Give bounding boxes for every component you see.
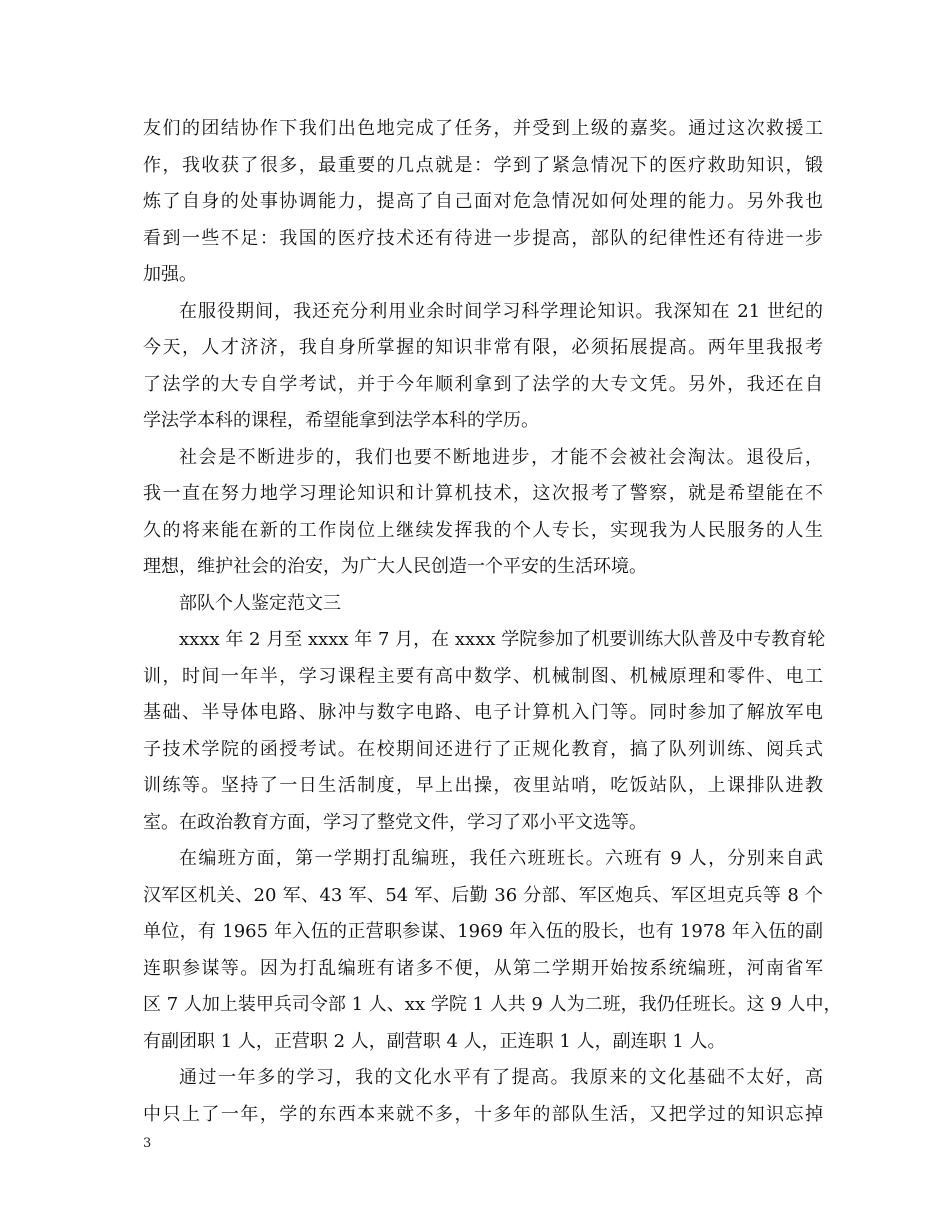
text-line: 室。在政治教育方面，学习了整党文件，学习了邓小平文选等。 [143,812,647,833]
text-line: 久的将来能在新的工作岗位上继续发挥我的个人专长，实现我为人民服务的人生 [143,520,823,541]
paragraph-first-line: xxxx 年 2 月至 xxxx 年 7 月，在 xxxx 学院参加了机要训练大队普及中专教育轮 [179,629,826,650]
text-line: 区 7 人加上装甲兵司令部 1 人、xx 学院 1 人共 9 人为二班，我仍任班长。这 9 人中， [143,994,842,1015]
text-line: 友们的团结协作下我们出色地完成了任务，并受到上级的嘉奖。通过这次救援工 [143,118,823,139]
text-line: 汉军区机关、20 军、43 军、54 军、后勤 36 分部、军区炮兵、军区坦克兵等 8 个 [143,885,823,906]
text-line: 单位，有 1965 年入伍的正营职参谋、1969 年入伍的股长，也有 1978 年入伍的副 [143,921,823,942]
text-line: 炼了自身的处事协调能力，提高了自己面对危急情况如何处理的能力。另外我也 [143,191,823,212]
text-line: 基础、半导体电路、脉冲与数字电路、电子计算机入门等。同时参加了解放军电 [143,702,823,723]
paragraph-first-line: 社会是不断进步的，我们也要不断地进步，才能不会被社会淘汰。退役后， [179,447,823,468]
text-line: 中只上了一年，学的东西本来就不多，十多年的部队生活，又把学过的知识忘掉 [143,1104,823,1125]
paragraph-first-line: 在编班方面，第一学期打乱编班，我任六班班长。六班有 9 人，分别来自武 [179,848,823,869]
paragraph-first-line: 通过一年多的学习，我的文化水平有了提高。我原来的文化基础不太好，高 [179,1067,823,1088]
text-line: 加强。 [143,264,197,285]
text-line: 看到一些不足：我国的医疗技术还有待进一步提高，部队的纪律性还有待进一步 [143,228,823,249]
text-line: 连职参谋等。因为打乱编班有诸多不便，从第二学期开始按系统编班，河南省军 [143,958,823,979]
text-line: 子技术学院的函授考试。在校期间还进行了正规化教育，搞了队列训练、阅兵式 [143,739,823,760]
page-number: 3 [143,1136,152,1151]
text-line: 了法学的大专自学考试，并于今年顺利拿到了法学的大专文凭。另外，我还在自 [143,374,823,395]
paragraph-first-line: 在服役期间，我还充分利用业余时间学习科学理论知识。我深知在 21 世纪的 [179,301,823,322]
text-line: 训练等。坚持了一日生活制度，早上出操，夜里站哨，吃饭站队，上课排队进教 [143,775,823,796]
text-line: 学法学本科的课程，希望能拿到法学本科的学历。 [143,410,539,431]
text-line: 训，时间一年半，学习课程主要有高中数学、机械制图、机械原理和零件、电工 [143,666,823,687]
text-line: 我一直在努力地学习理论知识和计算机技术，这次报考了警察，就是希望能在不 [143,483,823,504]
text-line: 作，我收获了很多，最重要的几点就是：学到了紧急情况下的医疗救助知识，锻 [143,155,823,176]
text-line: 有副团职 1 人，正营职 2 人，副营职 4 人，正连职 1 人，副连职 1 人。 [143,1031,726,1052]
section-heading: 部队个人鉴定范文三 [179,593,341,614]
text-line: 今天，人才济济，我自身所掌握的知识非常有限，必须拓展提高。两年里我报考 [143,337,823,358]
text-line: 理想，维护社会的治安，为广大人民创造一个平安的生活环境。 [143,556,647,577]
